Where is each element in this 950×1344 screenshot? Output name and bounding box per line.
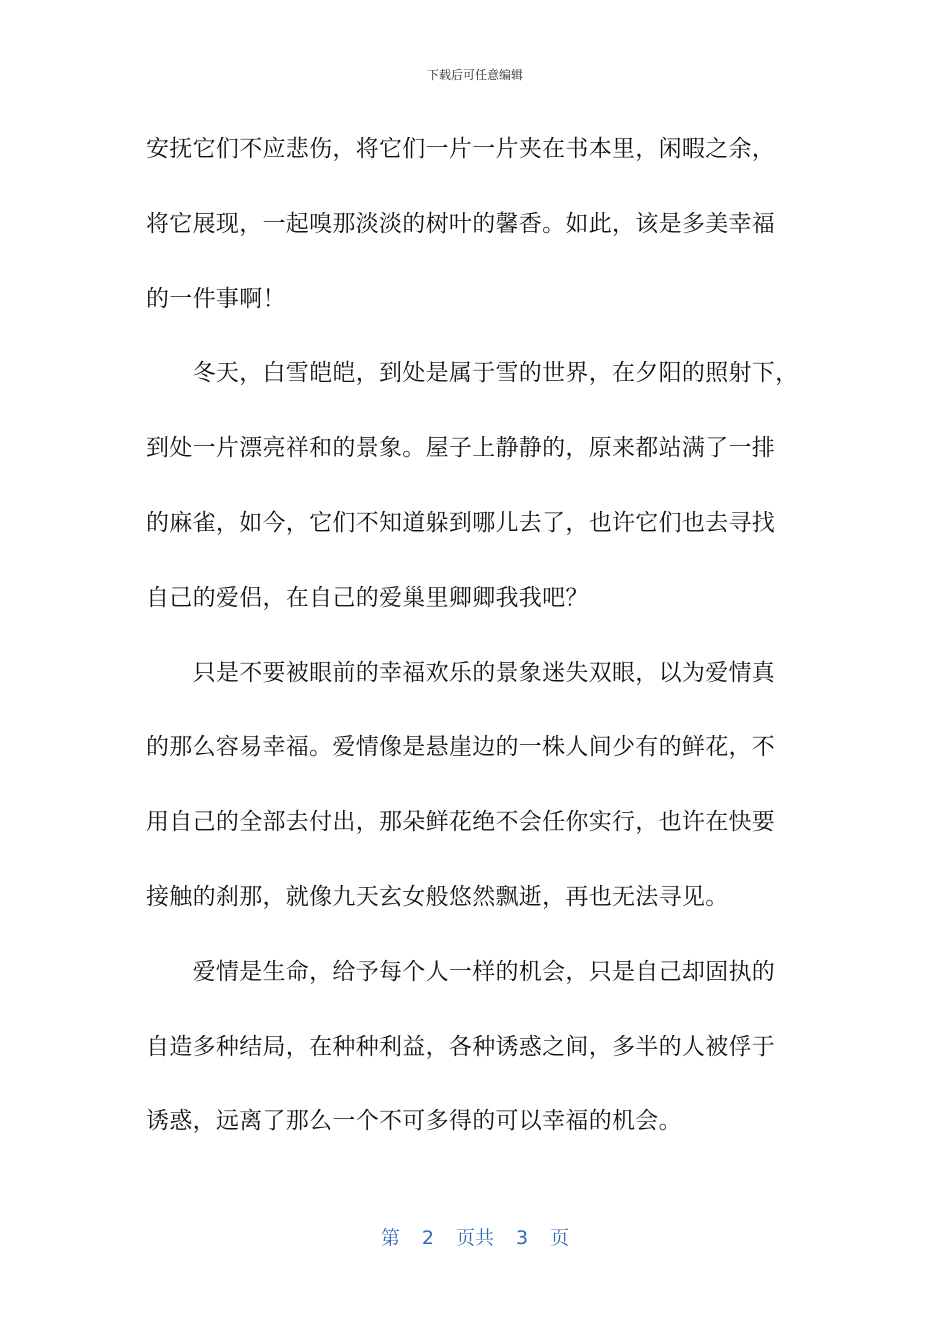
text-line: 爱情是生命，给予每个人一样的机会，只是自己却固执的 xyxy=(146,958,776,985)
page-label-prefix: 第 xyxy=(380,1227,400,1249)
document-body xyxy=(146,112,808,1159)
paragraph xyxy=(146,112,808,336)
text-line: 只是不要被眼前的幸福欢乐的景象迷失双眼，以为爱情真 xyxy=(146,659,776,686)
text-line: 用自己的全部去付出，那朵鲜花绝不会任你实行，也许在快要 xyxy=(146,809,776,836)
total-pages-number: 3 xyxy=(516,1227,529,1249)
text-line: 诱惑，远离了那么一个不可多得的可以幸福的机会。 xyxy=(146,1108,682,1135)
page-label-middle: 页共 xyxy=(455,1227,494,1249)
text-line: 到处一片漂亮祥和的景象。屋子上静静的，原来都站满了一排 xyxy=(146,435,776,462)
text-line: 自造多种结局，在种种利益，各种诱惑之间，多半的人被俘于 xyxy=(146,1033,776,1060)
page-label-suffix: 页 xyxy=(550,1227,570,1249)
page-header: 下载后可任意编辑 xyxy=(426,68,523,82)
current-page-number: 2 xyxy=(421,1227,434,1249)
text-line: 安抚它们不应悲伤，将它们一片一片夹在书本里，闲暇之余， xyxy=(146,136,776,162)
text-line: 的麻雀，如今，它们不知道躲到哪儿去了，也许它们也去寻找 xyxy=(146,509,776,536)
text-line: 将它展现，一起嗅那淡淡的树叶的馨香。如此，该是多美幸福 xyxy=(146,210,776,237)
paragraph xyxy=(146,336,808,635)
text-line: 的那么容易幸福。爱情像是悬崖边的一株人间少有的鲜花，不 xyxy=(146,734,776,761)
text-line: 的一件事啊！ xyxy=(146,285,286,312)
text-line: 接触的刹那，就像九天玄女般悠然飘逝，再也无法寻见。 xyxy=(146,883,729,910)
paragraph xyxy=(146,935,808,1159)
paragraph xyxy=(146,636,808,935)
text-line: 冬天，白雪皑皑，到处是属于雪的世界，在夕阳的照射下， xyxy=(146,360,799,387)
text-line: 自己的爱侣，在自己的爱巢里卿卿我我吧？ xyxy=(146,584,589,611)
page-footer xyxy=(0,1226,950,1250)
